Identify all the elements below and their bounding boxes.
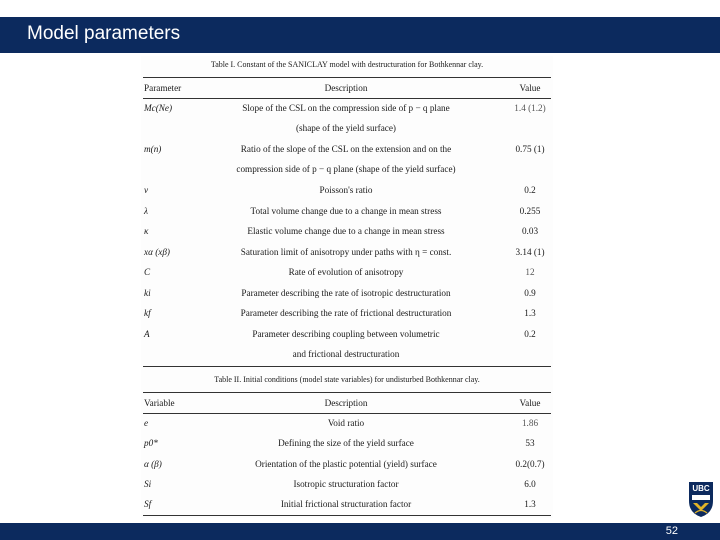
desc-cell: Initial frictional structuration factor xyxy=(280,499,412,509)
table-row xyxy=(141,329,553,349)
param-cell: Mc(Ne) xyxy=(144,103,173,113)
table-row xyxy=(141,103,553,123)
table-row xyxy=(141,418,553,438)
value-cell: 0.75 (1) xyxy=(515,144,545,154)
table-row xyxy=(141,438,553,458)
table1-header-row xyxy=(141,83,553,103)
document-image xyxy=(141,56,553,518)
param-cell: xα (xβ) xyxy=(144,247,170,257)
desc-cell: Parameter describing the rate of isotropic destructuration xyxy=(241,288,451,298)
slide-title: Model parameters xyxy=(27,23,181,44)
table-row xyxy=(141,206,553,226)
desc-cell: compression side of p − q plane (shape of the yield surface) xyxy=(236,164,456,174)
desc-cell: Ratio of the slope of the CSL on the extension and on the xyxy=(240,144,452,154)
desc-cell: Orientation of the plastic potential (yield) surface xyxy=(255,459,437,469)
table2-header-param: Variable xyxy=(144,398,175,408)
table-row xyxy=(141,479,553,499)
param-cell: ν xyxy=(144,185,149,195)
value-cell: 53 xyxy=(525,438,535,448)
table-row xyxy=(141,185,553,205)
desc-cell: Elastic volume change due to a change in mean stress xyxy=(247,226,445,236)
desc-cell: Slope of the CSL on the compression side of p − q plane xyxy=(242,103,450,113)
param-cell: p0* xyxy=(144,438,158,448)
value-cell: 3.14 (1) xyxy=(515,247,545,257)
value-cell: 1.3 xyxy=(524,499,536,509)
value-cell: 0.2 xyxy=(524,329,536,339)
param-cell: Sf xyxy=(144,499,152,509)
table-row xyxy=(141,459,553,479)
param-cell: ki xyxy=(144,288,151,298)
page-number: 52 xyxy=(665,525,678,537)
table2-top-rule xyxy=(143,392,551,393)
table1-header-value: Value xyxy=(519,83,541,93)
desc-cell: (shape of the yield surface) xyxy=(296,123,396,133)
desc-cell: Rate of evolution of anisotropy xyxy=(288,267,404,277)
table2-header-rule xyxy=(143,413,551,414)
table-row xyxy=(141,288,553,308)
value-cell: 0.2 xyxy=(524,185,536,195)
table-row xyxy=(141,226,553,246)
table2-caption: Table II. Initial conditions (model state variables) for undisturbed Bothkennar clay. xyxy=(214,375,480,384)
value-cell: 0.255 xyxy=(519,206,541,216)
logo-text: UBC xyxy=(692,484,710,493)
table-row xyxy=(141,308,553,328)
table2-header-row xyxy=(141,398,553,418)
value-cell: 0.2(0.7) xyxy=(515,459,545,469)
value-cell: 12 xyxy=(525,267,535,277)
desc-cell: Defining the size of the yield surface xyxy=(278,438,414,448)
table1-header-desc: Description xyxy=(324,83,368,93)
table2-header-value: Value xyxy=(519,398,541,408)
desc-cell: Isotropic structuration factor xyxy=(293,479,399,489)
value-cell: 1.3 xyxy=(524,308,536,318)
desc-cell: Saturation limit of anisotropy under paths with η = const. xyxy=(240,247,452,257)
table1-header-param: Parameter xyxy=(144,83,182,93)
param-cell: A xyxy=(144,329,150,339)
value-cell: 0.9 xyxy=(524,288,536,298)
table1-caption: Table I. Constant of the SANICLAY model with destructuration for Bothkennar clay. xyxy=(210,60,484,69)
param-cell: m(n) xyxy=(144,144,162,154)
param-cell: λ xyxy=(144,206,148,216)
param-cell: kf xyxy=(144,308,151,318)
table2-header-desc: Description xyxy=(324,398,368,408)
desc-cell: Void ratio xyxy=(327,418,365,428)
param-cell: α (β) xyxy=(144,459,162,469)
table1-bottom-rule xyxy=(143,366,551,367)
desc-cell: and frictional destructuration xyxy=(292,349,400,359)
value-cell: 1.4 (1.2) xyxy=(514,103,546,113)
table1-top-rule xyxy=(143,77,551,78)
table-row xyxy=(141,123,553,143)
table1-header-rule xyxy=(143,98,551,99)
value-cell: 1.86 xyxy=(521,418,539,428)
param-cell: Si xyxy=(144,479,152,489)
table-row xyxy=(141,247,553,267)
desc-cell: Poisson's ratio xyxy=(319,185,373,195)
value-cell: 0.03 xyxy=(521,226,539,236)
value-cell: 6.0 xyxy=(524,479,536,489)
table-row xyxy=(141,144,553,164)
table2-bottom-rule xyxy=(143,515,551,516)
param-cell: C xyxy=(144,267,151,277)
table-row xyxy=(141,267,553,287)
desc-cell: Parameter describing the rate of frictional destructuration xyxy=(240,308,452,318)
table-row xyxy=(141,499,553,519)
slide-footer xyxy=(0,523,720,540)
desc-cell: Total volume change due to a change in mean stress xyxy=(250,206,442,216)
desc-cell: Parameter describing coupling between volumetric xyxy=(252,329,440,339)
param-cell: e xyxy=(144,418,149,428)
slide-header xyxy=(0,17,720,53)
table-row xyxy=(141,164,553,184)
ubc-crest-icon xyxy=(686,479,716,519)
param-cell: κ xyxy=(144,226,149,236)
